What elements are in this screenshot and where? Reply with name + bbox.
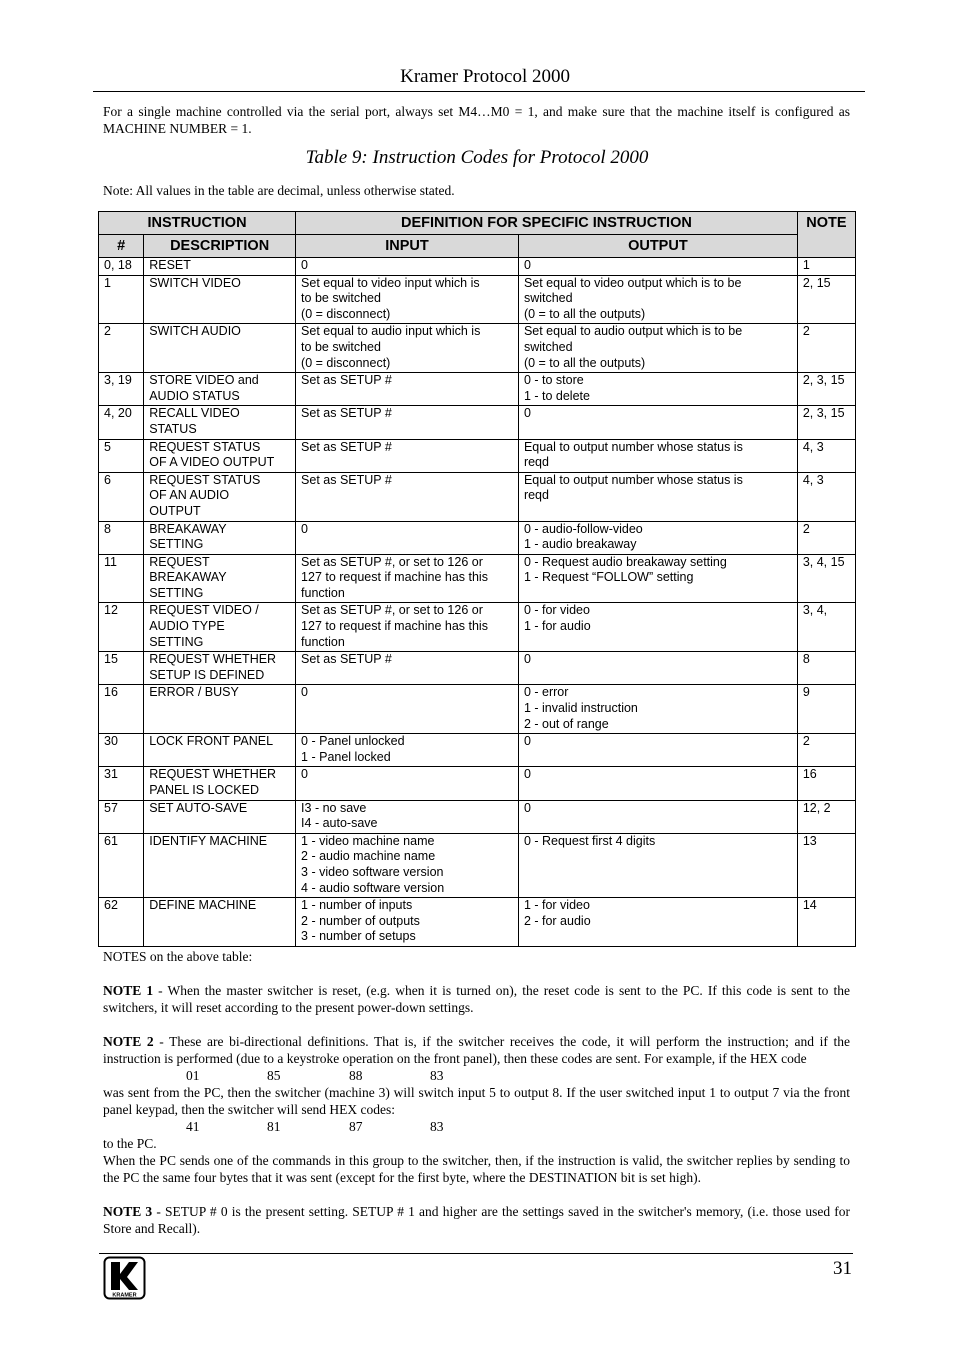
notes-block [103,948,850,1237]
cell-description [144,373,296,406]
cell-input-line: 3 - video software version [301,864,444,879]
cell-num: 8 [99,521,144,554]
cell-input-line: I3 - no save [301,800,367,815]
cell-input [296,603,519,652]
hex-code: 85 [267,1068,281,1083]
table-row [99,603,856,652]
cell-num: 0, 18 [99,258,144,276]
header-input: INPUT [296,235,519,258]
cell-input [296,521,519,554]
cell-output [518,603,797,652]
cell-description-line: DEFINE MACHINE [149,898,257,913]
cell-description-line: STATUS [149,421,197,436]
notes-heading: NOTES on the above table: [103,949,253,964]
cell-note: 2, 15 [797,275,855,324]
cell-output-line: 1 - Request “FOLLOW” setting [523,570,694,585]
cell-output [518,406,797,439]
cell-description [144,652,296,685]
cell-note: 14 [797,898,855,947]
cell-num: 62 [99,898,144,947]
header-num: # [99,235,144,258]
cell-output [518,439,797,472]
cell-note: 2 [797,324,855,373]
header-note: NOTE [797,212,855,258]
cell-description-line: OF A VIDEO OUTPUT [149,455,275,470]
table-row [99,734,856,767]
cell-output-line: 0 [523,767,531,782]
cell-output-line: 0 [523,800,531,815]
cell-description [144,439,296,472]
hex-code: 81 [267,1119,281,1134]
cell-note: 4, 3 [797,439,855,472]
table-row [99,373,856,406]
table-row [99,800,856,833]
note-1-label: NOTE 1 [103,983,154,998]
table-body [99,258,856,947]
cell-note: 4, 3 [797,472,855,521]
cell-num: 4, 20 [99,406,144,439]
cell-description [144,275,296,324]
cell-description-line: SET AUTO-SAVE [149,800,248,815]
cell-input [296,373,519,406]
cell-input [296,324,519,373]
cell-description [144,800,296,833]
note-1 [103,982,850,1016]
cell-output-line: switched [523,339,573,354]
cell-description [144,898,296,947]
cell-input [296,472,519,521]
cell-description-line: REQUEST WHETHER [149,652,277,667]
cell-input [296,275,519,324]
cell-input-line: 0 [301,767,308,782]
cell-description [144,734,296,767]
table-row [99,898,856,947]
cell-num: 16 [99,685,144,734]
table-row [99,833,856,897]
cell-input-line: 127 to request if machine has this [301,570,488,585]
cell-output-line: 1 - for audio [523,619,591,634]
cell-output-line: Equal to output number whose status is [523,439,743,454]
cell-note: 2 [797,521,855,554]
cell-output-line: 0 [523,406,531,421]
cell-input-line: function [301,634,345,649]
note-2-end: When the PC sends one of the commands in this group to the switcher, then, if the instruction is valid, the switcher replies by sending to the PC the same four bytes that it was sent (except for the first byte, where the DESTINATION bit is set high). [103,1153,850,1185]
cell-input [296,439,519,472]
cell-num: 1 [99,275,144,324]
intro-paragraph: For a single machine controlled via the serial port, always set M4…M0 = 1, and make sure that the machine itself is configured as MACHINE NUMBER = 1. [103,104,850,136]
cell-input-line: Set equal to video input which is [301,275,480,290]
hex-code: 88 [349,1068,363,1083]
logo-text: KRAMER [112,1292,137,1299]
cell-input-line: 0 [301,521,308,536]
cell-input [296,554,519,603]
cell-input-line: 127 to request if machine has this [301,619,488,634]
cell-description-line: LOCK FRONT PANEL [149,734,274,749]
cell-output-line: (0 = to all the outputs) [523,355,646,370]
table-row [99,521,856,554]
cell-input [296,767,519,800]
cell-output [518,521,797,554]
cell-input-line: (0 = disconnect) [301,355,391,370]
cell-input-line: I4 - auto-save [301,816,378,831]
cell-description-line: AUDIO TYPE [149,619,225,634]
cell-output-line: 1 - to delete [523,388,590,403]
cell-num: 11 [99,554,144,603]
note-2 [103,1033,850,1067]
table-note: Note: All values in the table are decimal, unless otherwise stated. [103,183,455,198]
cell-input [296,833,519,897]
cell-output [518,898,797,947]
cell-note: 2 [797,734,855,767]
cell-num: 57 [99,800,144,833]
cell-output-line: 1 - audio breakaway [523,537,637,552]
cell-description [144,258,296,276]
cell-output-line: 2 - out of range [523,716,609,731]
hex-code: 01 [186,1068,200,1083]
cell-output [518,800,797,833]
cell-description-line: OUTPUT [149,503,201,518]
cell-note: 8 [797,652,855,685]
cell-note: 3, 4, 15 [797,554,855,603]
hex-code: 87 [349,1119,363,1134]
cell-description-line: REQUEST [149,554,210,569]
cell-num: 15 [99,652,144,685]
cell-input-line: 2 - audio machine name [301,849,436,864]
header-description: DESCRIPTION [144,235,296,258]
cell-description-line: ERROR / BUSY [149,685,239,700]
cell-input-line: Set as SETUP # [301,472,392,487]
table-row [99,258,856,276]
cell-input-line: 3 - number of setups [301,929,416,944]
cell-description-line: SETTING [149,537,204,552]
cell-output-line: (0 = to all the outputs) [523,306,646,321]
cell-input-line: 4 - audio software version [301,880,445,895]
cell-input-line: 0 [301,685,308,700]
cell-note: 12, 2 [797,800,855,833]
note-3 [103,1203,850,1237]
header-title: Kramer Protocol 2000 [400,66,570,87]
note-1-text: - When the master switcher is reset, (e.g. when it is turned on), the reset code is sent to the PC. If this code is sent to the switchers, it will reset according to the present power-down settings. [103,983,850,1015]
cell-input [296,898,519,947]
table-row [99,275,856,324]
table-row [99,324,856,373]
cell-note: 9 [797,685,855,734]
note-2-mid: was sent from the PC, then the switcher (machine 3) will switch input 5 to output 8. If the user switched input 1 to output 7 via the front panel keypad, then the switcher will send HEX codes: [103,1085,850,1117]
cell-input-line: (0 = disconnect) [301,306,391,321]
cell-note: 1 [797,258,855,276]
cell-output-line: 0 - Request audio breakaway setting [523,554,727,569]
cell-input [296,406,519,439]
cell-output-line: 0 - Request first 4 digits [523,833,656,848]
hex-code: 41 [186,1119,200,1134]
table-row [99,652,856,685]
cell-description-line: SWITCH AUDIO [149,324,241,339]
cell-description-line: REQUEST VIDEO / [149,603,259,618]
hex-codes-row-2 [103,1118,850,1135]
cell-output [518,767,797,800]
cell-input-line: 2 - number of outputs [301,913,420,928]
table-row [99,685,856,734]
header-definition: DEFINITION FOR SPECIFIC INSTRUCTION [296,212,798,235]
cell-output [518,324,797,373]
cell-output [518,275,797,324]
footer-rule [99,1253,853,1254]
cell-input-line: 1 - video machine name [301,833,435,848]
cell-description-line: SETTING [149,585,204,600]
header-output: OUTPUT [518,235,797,258]
cell-description [144,406,296,439]
cell-output [518,833,797,897]
cell-description-line: SETUP IS DEFINED [149,667,265,682]
cell-description-line: REQUEST WHETHER [149,767,277,782]
page-number: 31 [833,1258,852,1279]
header-instruction: INSTRUCTION [99,212,296,235]
cell-output [518,734,797,767]
cell-description [144,324,296,373]
cell-input-line: Set as SETUP # [301,439,392,454]
cell-description-line: STORE VIDEO and [149,373,259,388]
cell-description [144,554,296,603]
cell-num: 30 [99,734,144,767]
cell-description-line: BREAKAWAY [149,570,227,585]
cell-output-line: reqd [523,488,549,503]
cell-num: 3, 19 [99,373,144,406]
cell-input-line: Set as SETUP # [301,652,392,667]
cell-description-line: AUDIO STATUS [149,388,240,403]
cell-description-line: OF AN AUDIO [149,488,230,503]
cell-input [296,652,519,685]
table-row [99,767,856,800]
cell-input-line: to be switched [301,339,381,354]
cell-output-line: Equal to output number whose status is [523,472,743,487]
kramer-logo-svg [103,1256,146,1300]
hex-codes-row-1 [103,1067,850,1084]
cell-output-line: Set equal to video output which is to be [523,275,742,290]
cell-input-line: to be switched [301,291,381,306]
table-caption: Table 9: Instruction Codes for Protocol 2000 [305,147,649,168]
cell-num: 5 [99,439,144,472]
cell-input-line: 0 - Panel unlocked [301,734,405,749]
cell-input-line: Set as SETUP # [301,373,392,388]
cell-input-line: function [301,585,345,600]
cell-input-line: Set as SETUP #, or set to 126 or [301,554,483,569]
cell-output-line: 0 [523,734,531,749]
cell-input-line: 1 - Panel locked [301,749,391,764]
cell-description [144,685,296,734]
note-3-label: NOTE 3 [103,1204,153,1219]
table-row [99,472,856,521]
cell-input [296,800,519,833]
kramer-logo-icon [103,1256,146,1305]
cell-output-line: 1 - for video [523,898,590,913]
cell-output [518,472,797,521]
cell-output-line: Set equal to audio output which is to be [523,324,743,339]
table-row [99,439,856,472]
note-3-text: - SETUP # 0 is the present setting. SETUP # 1 and higher are the settings saved in the switcher's memory, (i.e. those used for Store and Recall). [103,1204,850,1236]
cell-description [144,603,296,652]
cell-note: 3, 4, [797,603,855,652]
cell-description [144,472,296,521]
cell-description-line: BREAKAWAY [149,521,227,536]
cell-description [144,767,296,800]
cell-num: 2 [99,324,144,373]
cell-output-line: 0 - error [523,685,569,700]
cell-note: 2, 3, 15 [797,373,855,406]
cell-input [296,685,519,734]
cell-num: 12 [99,603,144,652]
cell-num: 31 [99,767,144,800]
cell-description [144,833,296,897]
cell-output-line: 0 - to store [523,373,584,388]
table-row [99,554,856,603]
cell-note: 2, 3, 15 [797,406,855,439]
cell-output-line: 0 - for video [523,603,590,618]
cell-input-line: 1 - number of inputs [301,898,413,913]
cell-description-line: RESET [149,258,191,272]
cell-num: 61 [99,833,144,897]
note-2-label: NOTE 2 [103,1034,154,1049]
table-row [99,406,856,439]
cell-output-line: 0 [523,258,531,272]
cell-output [518,258,797,276]
cell-output [518,373,797,406]
cell-note: 13 [797,833,855,897]
hex-code: 83 [430,1068,444,1083]
cell-description-line: REQUEST STATUS [149,472,261,487]
note-2-to-pc: to the PC. [103,1136,157,1151]
cell-output-line: 1 - invalid instruction [523,701,638,716]
cell-output [518,685,797,734]
cell-output-line: 0 [523,652,531,667]
instruction-codes-table [98,211,856,947]
cell-input [296,258,519,276]
cell-num: 6 [99,472,144,521]
cell-description-line: PANEL IS LOCKED [149,783,259,797]
cell-input [296,734,519,767]
cell-description [144,521,296,554]
note-2-text: - These are bi-directional definitions. That is, if the switcher receives the code, it will perform the instruction; and if the instruction is performed (due to a keystroke operation on the front panel), then these codes are sent. For example, if the HEX code [103,1034,850,1066]
header-rule [93,91,865,92]
cell-output-line: 2 - for audio [523,913,591,928]
cell-description-line: SWITCH VIDEO [149,275,241,290]
cell-description-line: RECALL VIDEO [149,406,240,421]
cell-output-line: switched [523,291,573,306]
cell-input-line: Set as SETUP # [301,406,392,421]
cell-output [518,554,797,603]
cell-description-line: REQUEST STATUS [149,439,261,454]
cell-input-line: Set equal to audio input which is [301,324,481,339]
hex-code: 83 [430,1119,444,1134]
cell-input-line: 0 [301,258,308,272]
cell-description-line: SETTING [149,634,204,649]
cell-output-line: reqd [523,455,549,470]
cell-output-line: 0 - audio-follow-video [523,521,643,536]
cell-input-line: Set as SETUP #, or set to 126 or [301,603,483,618]
cell-output [518,652,797,685]
cell-description-line: IDENTIFY MACHINE [149,833,268,848]
cell-note: 16 [797,767,855,800]
